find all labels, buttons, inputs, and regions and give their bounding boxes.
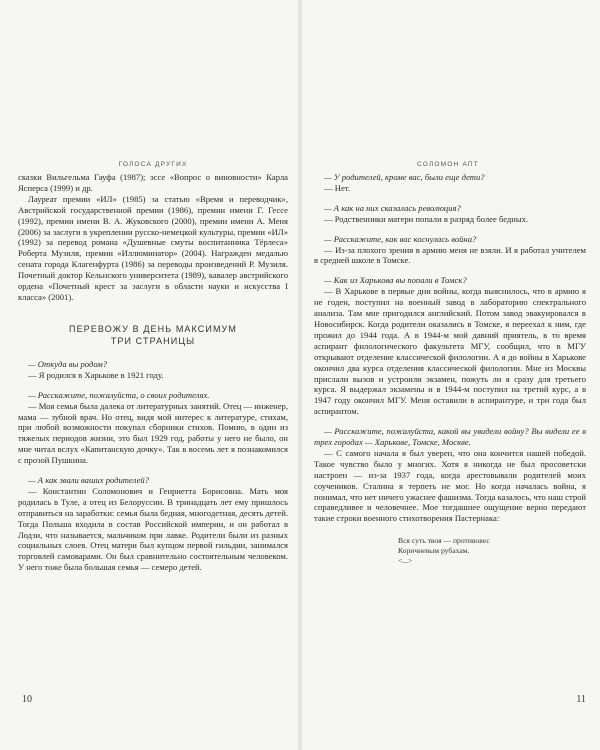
verse-line: <...> bbox=[398, 556, 413, 566]
chapter-title-line-2: ТРИ СТРАНИЦЫ bbox=[110, 335, 196, 346]
running-head-left: ГОЛОСА ДРУГИХ bbox=[118, 161, 188, 168]
right-text-column bbox=[314, 172, 586, 566]
page-number-left: 10 bbox=[22, 694, 32, 705]
interview-question: — Как из Харькова вы попали в Томск? bbox=[324, 275, 467, 286]
chapter-title-line-1: ПЕРЕВОЖУ В ДЕНЬ МАКСИМУМ bbox=[69, 323, 237, 334]
verse-line: Вся суть твоя — противовес bbox=[398, 536, 490, 546]
left-text-column bbox=[18, 172, 288, 573]
interview-answer: — Константин Соломонович и Генриетта Борисовна. Мать моя родилась в Туле, а отец из Белоруссии. В тринадцать лет ему пришлось отправиться на заработки: семья была бедная, многодетная, десять детей. Тогда Польша входила в состав Российской империи, и он работал в Лодзи, что называется, мальчиком при лавке. Родители были из разных социальных слоев. Отец матери был купцом первой гильдии, занимался торговлей самоварами. Он был сравнительно состоятельным человеком. У него тоже была большая семья — семеро детей. bbox=[18, 485, 288, 573]
interview-answer: — С самого начала я был уверен, что она кончится нашей победой. Такое чувство было у многих. Хотя я никогда не был просоветски настроен — из-за 1937 года, когда арестовывали родителей моих соучеников. Сталина я терпеть не мог. Но когда началась война, я понимал, что нет ничего ужаснее фашизма. Тогда казалось, что наш строй справедливее и человечнее. Мое тогдашнее ощущение верно передают такие строки военного стихотворения Пастернака: bbox=[314, 447, 587, 524]
interview-question: — Откуда вы родом? bbox=[28, 358, 108, 369]
chapter-title bbox=[18, 323, 288, 347]
page-number-right: 11 bbox=[576, 694, 586, 705]
paragraph: Лауреат премии «ИЛ» (1985) за статью «Время и переводчик», Австрийской государственной премии (1986), премии имени Г. Гессе (1992), премии имени В. А. Жуковского (2000), премии имени А. Меня (2006) за заслуги в укреплении русско-немецкой культуры, премии «ИЛ» (1992) за перевод романа «Душевные смуты воспитанника Тёрлеса» Роберта Музиля, премии «Иллюминатор» (2004). Награжден медалью сената города Клагенфурта (1986) за переводы произведений Р. Музиля. Почетный доктор Кельнского университета (1989), кавалер австрийского ордена «Почетный крест за заслуги в области науки и искусства I класса» (2001). bbox=[18, 193, 288, 302]
interview-question: — А как звали ваших родителей? bbox=[28, 475, 149, 486]
interview-answer: — В Харькове в первые дни войны, когда выяснилось, что в армию я не годен, поступил на военный завод в лабораторию спектрального анализа. Там мне пригодился английский. Потом завод эвакуировался в Новосибирск. Когда родители оказались в Томске, я переехал к ним, где прожил до 1944 года. А в 1944-м мой давний приятель, в то время аспирант филологического факультета МГУ, сообщил, что в МГУ открывают отделение классической филологии. А я до войны в Харькове окончил два курса отделения классической филологии. Мне из Москвы прислали вызов и устроили экзамен, пожуть ли я сразу для третьего курса. Я выдержал экзамены и в 1944-м поступил на третий курс, а в 1947 году окончил МГУ. Меня оставили в аспирантуре, и три года был аспирантом. bbox=[314, 286, 586, 417]
interview-question: — А как на них сказалась революция? bbox=[324, 202, 461, 213]
interview-question: — Расскажите, как вас коснулась война? bbox=[324, 233, 477, 244]
verse-quote bbox=[398, 536, 586, 566]
interview-answer: — Родственники матери попали в разряд более бедных. bbox=[324, 213, 529, 224]
running-head-right: СОЛОМОН АПТ bbox=[417, 161, 479, 168]
right-page bbox=[300, 0, 600, 750]
interview-question: — Расскажите, пожалуйста, о своих родителях. bbox=[28, 389, 210, 400]
verse-line: Коричневым рубахам. bbox=[398, 546, 470, 556]
interview-answer: — Моя семья была далека от литературных занятий. Отец — инженер, мама — зубной врач. Но отец, видя мой интерес к литературе, стихам, при любой возможности покупал сборники стихов. Помню, в один из тяжелых периодов жизни, это был 1929 год, работы у него не было, он мне читал вслух «Капитанскую дочку». Так в восемь лет я познакомился с прозой Пушкина. bbox=[18, 400, 288, 466]
paragraph: сказки Вильгельма Гауфа (1987); эссе «Вопрос о виновности» Карла Ясперса (1999) и др. bbox=[18, 172, 288, 193]
interview-answer: — Нет. bbox=[324, 182, 351, 193]
book-gutter bbox=[297, 0, 303, 750]
interview-question: — Расскажите, пожалуйста, какой вы увидели войну? Вы видели ее в трех городах — Харькове, Томске, Москве. bbox=[314, 426, 586, 448]
interview-answer: — Я родился в Харькове в 1921 году. bbox=[28, 369, 164, 380]
interview-question: — У родителей, кроме вас, были еще дети? bbox=[324, 172, 485, 182]
interview-answer: — Из-за плохого зрения в армию меня не взяли. И я работал учителем в средней школе в Томске. bbox=[314, 244, 586, 266]
